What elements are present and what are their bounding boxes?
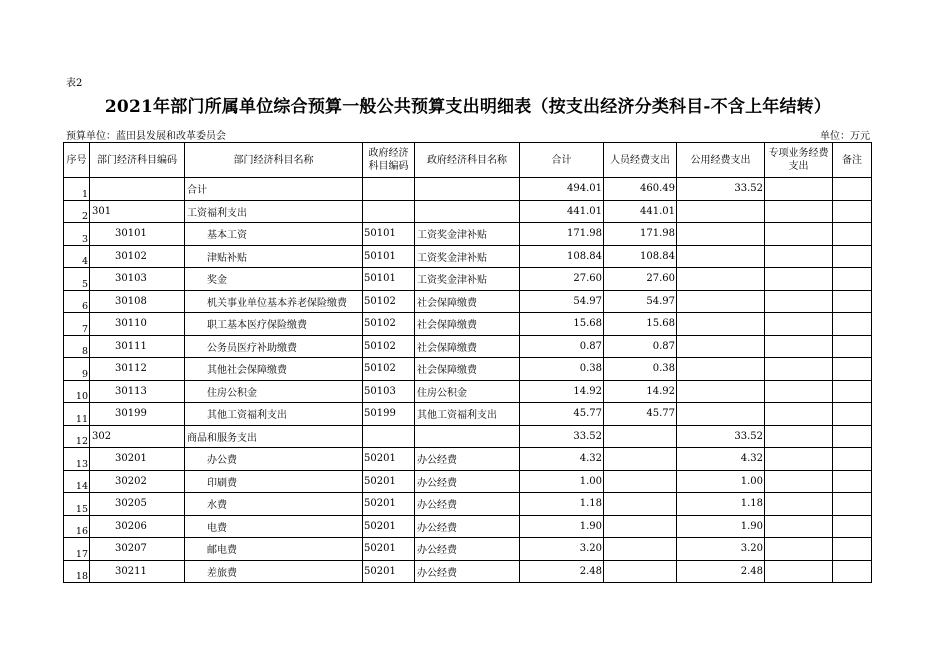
currency-unit-label: 单位：万元 [820,131,870,142]
cell-public [677,403,765,426]
cell-total: 14.92 [520,380,604,403]
cell-remark [833,335,872,358]
cell-personnel [604,538,677,561]
cell-seq: 12 [64,425,90,448]
cell-gov-name: 社会保障缴费 [415,358,520,381]
expenditure-detail-table [63,142,872,583]
cell-gov-name: 社会保障缴费 [415,335,520,358]
cell-dept-code: 30199 [90,403,185,426]
cell-remark [833,470,872,493]
cell-dept-name: 其他社会保障缴费 [185,358,363,381]
header-remark: 备注 [833,143,872,178]
cell-gov-name: 办公经费 [415,560,520,583]
cell-public [677,223,765,246]
table-row [64,178,872,201]
cell-personnel: 441.01 [604,200,677,223]
cell-personnel: 27.60 [604,268,677,291]
table-row [64,245,872,268]
cell-public: 4.32 [677,448,765,471]
cell-gov-code: 50201 [363,538,415,561]
cell-seq: 5 [64,268,90,291]
cell-personnel: 0.87 [604,335,677,358]
cell-gov-code: 50102 [363,313,415,336]
cell-gov-code: 50102 [363,290,415,313]
cell-total: 2.48 [520,560,604,583]
cell-seq: 6 [64,290,90,313]
cell-seq: 13 [64,448,90,471]
cell-gov-name: 住房公积金 [415,380,520,403]
cell-dept-code: 30102 [90,245,185,268]
cell-total: 108.84 [520,245,604,268]
cell-gov-name: 其他工资福利支出 [415,403,520,426]
cell-total: 441.01 [520,200,604,223]
cell-total: 494.01 [520,178,604,201]
cell-special [765,403,833,426]
table-header-row [64,143,872,178]
cell-public [677,268,765,291]
cell-remark [833,448,872,471]
header-special-line1: 专项业务经费 [768,148,829,159]
cell-seq: 16 [64,515,90,538]
table-row [64,200,872,223]
cell-public: 1.18 [677,493,765,516]
cell-dept-code: 30101 [90,223,185,246]
cell-remark [833,313,872,336]
cell-dept-name: 基本工资 [185,223,363,246]
table-row [64,515,872,538]
cell-public [677,335,765,358]
cell-seq: 14 [64,470,90,493]
cell-total: 3.20 [520,538,604,561]
cell-dept-name: 印刷费 [185,470,363,493]
cell-total: 15.68 [520,313,604,336]
cell-personnel [604,515,677,538]
cell-remark [833,245,872,268]
table-row [64,313,872,336]
cell-remark [833,560,872,583]
cell-seq: 10 [64,380,90,403]
cell-gov-code: 50201 [363,448,415,471]
cell-special [765,313,833,336]
cell-special [765,268,833,291]
cell-special [765,335,833,358]
cell-gov-name: 社会保障缴费 [415,290,520,313]
cell-dept-name: 机关事业单位基本养老保险缴费 [185,290,363,313]
cell-remark [833,178,872,201]
cell-seq: 11 [64,403,90,426]
header-public: 公用经费支出 [677,143,765,178]
cell-special [765,200,833,223]
cell-dept-code: 30108 [90,290,185,313]
cell-gov-code: 50201 [363,560,415,583]
table-row [64,358,872,381]
cell-dept-name: 商品和服务支出 [185,425,363,448]
cell-gov-name [415,425,520,448]
cell-seq: 7 [64,313,90,336]
cell-gov-code: 50201 [363,493,415,516]
cell-dept-code: 30206 [90,515,185,538]
header-dept-name: 部门经济科目名称 [185,143,363,178]
cell-gov-name: 办公经费 [415,493,520,516]
cell-personnel: 171.98 [604,223,677,246]
cell-seq: 3 [64,223,90,246]
cell-gov-name: 工资奖金津补贴 [415,245,520,268]
cell-remark [833,290,872,313]
cell-dept-name: 公务员医疗补助缴费 [185,335,363,358]
cell-gov-name: 工资奖金津补贴 [415,223,520,246]
cell-dept-name: 邮电费 [185,538,363,561]
header-gov-code-line1: 政府经济 [368,148,409,159]
table-row [64,380,872,403]
cell-dept-name: 办公费 [185,448,363,471]
cell-gov-code: 50101 [363,245,415,268]
cell-seq: 8 [64,335,90,358]
cell-dept-code: 30211 [90,560,185,583]
cell-special [765,538,833,561]
cell-public: 2.48 [677,560,765,583]
cell-personnel: 15.68 [604,313,677,336]
header-gov-name: 政府经济科目名称 [415,143,520,178]
header-gov-code-line2: 科目编码 [368,161,409,172]
cell-special [765,358,833,381]
cell-personnel: 108.84 [604,245,677,268]
header-special [765,143,833,178]
cell-public [677,200,765,223]
cell-seq: 17 [64,538,90,561]
cell-seq: 18 [64,560,90,583]
table-row [64,335,872,358]
header-dept-code: 部门经济科目编码 [90,143,185,178]
cell-dept-name: 奖金 [185,268,363,291]
cell-public: 1.90 [677,515,765,538]
cell-dept-name: 其他工资福利支出 [185,403,363,426]
cell-gov-name: 办公经费 [415,470,520,493]
cell-remark [833,358,872,381]
cell-total: 54.97 [520,290,604,313]
cell-dept-code: 30110 [90,313,185,336]
cell-personnel: 460.49 [604,178,677,201]
cell-dept-name: 津贴补贴 [185,245,363,268]
table-row [64,403,872,426]
cell-remark [833,493,872,516]
cell-gov-code: 50101 [363,268,415,291]
cell-special [765,448,833,471]
table-row [64,425,872,448]
cell-dept-code: 30207 [90,538,185,561]
cell-seq: 9 [64,358,90,381]
cell-dept-code: 301 [90,200,185,223]
cell-dept-code: 30112 [90,358,185,381]
cell-public [677,245,765,268]
cell-dept-code: 30202 [90,470,185,493]
cell-dept-code: 30205 [90,493,185,516]
cell-dept-name: 工资福利支出 [185,200,363,223]
table-row [64,470,872,493]
cell-gov-code: 50102 [363,335,415,358]
cell-total: 1.90 [520,515,604,538]
sheet-label: 表2 [66,78,83,89]
cell-public [677,290,765,313]
table-row [64,538,872,561]
cell-remark [833,403,872,426]
cell-remark [833,223,872,246]
cell-total: 33.52 [520,425,604,448]
cell-dept-code: 30111 [90,335,185,358]
cell-public [677,358,765,381]
cell-dept-code: 30103 [90,268,185,291]
cell-personnel [604,448,677,471]
cell-remark [833,380,872,403]
cell-gov-name: 办公经费 [415,448,520,471]
cell-public: 3.20 [677,538,765,561]
cell-public [677,380,765,403]
budget-unit-label: 预算单位：蓝田县发展和改革委员会 [66,131,226,142]
cell-special [765,290,833,313]
table-row [64,560,872,583]
cell-gov-code: 50199 [363,403,415,426]
cell-remark [833,425,872,448]
cell-dept-name: 职工基本医疗保险缴费 [185,313,363,336]
cell-dept-name: 水费 [185,493,363,516]
cell-total: 171.98 [520,223,604,246]
cell-gov-name: 办公经费 [415,515,520,538]
cell-dept-code: 30113 [90,380,185,403]
header-seq: 序号 [64,143,90,178]
cell-gov-name: 办公经费 [415,538,520,561]
cell-special [765,493,833,516]
cell-gov-code: 50103 [363,380,415,403]
cell-total: 1.00 [520,470,604,493]
cell-remark [833,200,872,223]
table-row [64,290,872,313]
cell-dept-name: 住房公积金 [185,380,363,403]
cell-remark [833,268,872,291]
cell-dept-name: 电费 [185,515,363,538]
cell-special [765,178,833,201]
cell-personnel [604,560,677,583]
table-row [64,223,872,246]
header-personnel: 人员经费支出 [604,143,677,178]
cell-gov-code: 50102 [363,358,415,381]
cell-total: 45.77 [520,403,604,426]
cell-dept-name: 差旅费 [185,560,363,583]
cell-personnel: 14.92 [604,380,677,403]
cell-total: 0.87 [520,335,604,358]
cell-personnel: 0.38 [604,358,677,381]
cell-total: 1.18 [520,493,604,516]
cell-dept-code: 30201 [90,448,185,471]
cell-seq: 4 [64,245,90,268]
header-special-line2: 支出 [788,161,809,172]
cell-special [765,223,833,246]
cell-personnel: 45.77 [604,403,677,426]
cell-gov-name [415,200,520,223]
cell-gov-code: 50201 [363,515,415,538]
cell-personnel [604,425,677,448]
cell-special [765,245,833,268]
cell-dept-name: 合计 [185,178,363,201]
cell-total: 4.32 [520,448,604,471]
cell-total: 0.38 [520,358,604,381]
cell-remark [833,515,872,538]
cell-special [765,425,833,448]
table-body [64,178,872,583]
cell-seq: 2 [64,200,90,223]
header-total: 合计 [520,143,604,178]
cell-public [677,313,765,336]
cell-personnel [604,493,677,516]
cell-gov-code: 50101 [363,223,415,246]
cell-special [765,470,833,493]
cell-special [765,515,833,538]
cell-special [765,380,833,403]
cell-seq: 15 [64,493,90,516]
cell-dept-code: 302 [90,425,185,448]
cell-public: 33.52 [677,425,765,448]
cell-personnel [604,470,677,493]
cell-dept-code [90,178,185,201]
cell-personnel: 54.97 [604,290,677,313]
cell-total: 27.60 [520,268,604,291]
cell-public: 33.52 [677,178,765,201]
cell-gov-code [363,200,415,223]
cell-seq: 1 [64,178,90,201]
cell-gov-name: 社会保障缴费 [415,313,520,336]
cell-gov-code [363,425,415,448]
cell-gov-name [415,178,520,201]
cell-public: 1.00 [677,470,765,493]
cell-gov-name: 工资奖金津补贴 [415,268,520,291]
table-row [64,268,872,291]
cell-remark [833,538,872,561]
page-title: 2021年部门所属单位综合预算一般公共预算支出明细表（按支出经济分类科目-不含上年结转） [104,97,832,117]
cell-special [765,560,833,583]
table-row [64,448,872,471]
cell-gov-code: 50201 [363,470,415,493]
header-gov-code [363,143,415,178]
cell-gov-code [363,178,415,201]
table-row [64,493,872,516]
